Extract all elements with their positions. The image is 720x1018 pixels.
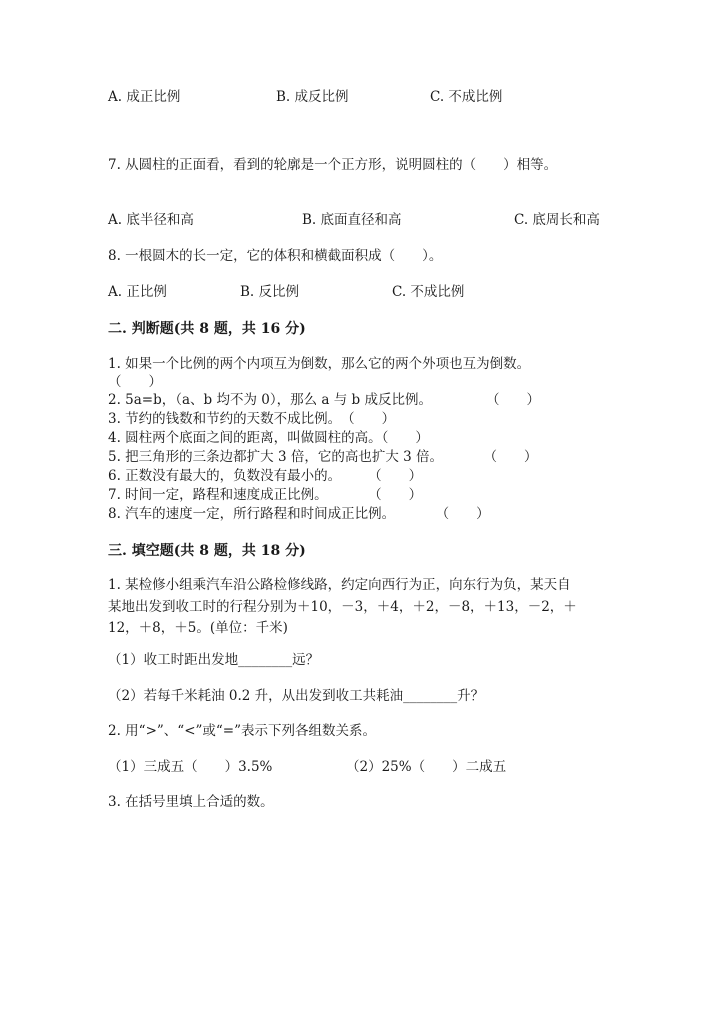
section3-q1-sub2: （2）若每千米耗油 0.2 升，从出发到收工共耗油________升？ (108, 688, 485, 704)
section2-item-6: 6. 正数没有最大的，负数没有最小的。 （ ） (108, 468, 423, 484)
section2-item-1: 1. 如果一个比例的两个内项互为倒数，那么它的两个外项也互为倒数。 (108, 356, 531, 372)
section2-item-2: 2. 5a=b，（a、b 均不为 0），那么 a 与 b 成反比例。 （ ） (108, 392, 540, 408)
q7-text: 7. 从圆柱的正面看，看到的轮廓是一个正方形，说明圆柱的（ ）相等。 (108, 157, 558, 173)
section3-q1-line2: 某地出发到收工时的行程分别为＋10，－3，＋4，＋2，－8，＋13，－2，＋ (108, 599, 577, 615)
q8-option-c: C. 不成比例 (392, 284, 465, 300)
q8-option-b: B. 反比例 (240, 284, 300, 300)
section3-q1-line1: 1. 某检修小组乘汽车沿公路检修线路，约定向西行为正，向东行为负，某天自 (108, 577, 571, 593)
section2-item-4: 4. 圆柱两个底面之间的距离，叫做圆柱的高。（ ） (108, 430, 429, 446)
q7-option-c: C. 底周长和高 (514, 212, 600, 228)
q6-option-a: A. 成正比例 (108, 89, 181, 105)
q6-option-c: C. 不成比例 (430, 89, 503, 105)
q7-option-b: B. 底面直径和高 (302, 212, 402, 228)
q8-text: 8. 一根圆木的长一定，它的体积和横截面积成（ ）。 (108, 248, 443, 264)
section3-q2-sub1: （1）三成五（ ）3.5% (108, 759, 273, 775)
section3-q3-text: 3. 在括号里填上合适的数。 (108, 794, 274, 810)
q7-option-a: A. 底半径和高 (108, 212, 194, 228)
section2-item-7: 7. 时间一定，路程和速度成正比例。 （ ） (108, 487, 423, 503)
section2-item-5: 5. 把三角形的三条边都扩大 3 倍，它的高也扩大 3 倍。 （ ） (108, 449, 538, 465)
section3-q2-sub2: （2）25%（ ）二成五 (346, 759, 507, 775)
section3-q1-line3: 12，＋8，＋5。(单位：千米) (108, 620, 288, 636)
section2-item-8: 8. 汽车的速度一定，所行路程和时间成正比例。 （ ） (108, 506, 490, 522)
section3-title: 三. 填空题(共 8 题，共 18 分) (108, 543, 306, 559)
section2-item-3: 3. 节约的钱数和节约的天数不成比例。 （ ） (108, 411, 396, 427)
section2-item-1-paren: （ ） (108, 374, 162, 390)
q8-option-a: A. 正比例 (108, 284, 167, 300)
section3-q2-text: 2. 用“>”、“<”或“=”表示下列各组数关系。 (108, 723, 377, 739)
q6-option-b: B. 成反比例 (276, 89, 349, 105)
section2-title: 二. 判断题(共 8 题，共 16 分) (108, 321, 306, 337)
section3-q1-sub1: （1）收工时距出发地________远？ (108, 652, 320, 668)
